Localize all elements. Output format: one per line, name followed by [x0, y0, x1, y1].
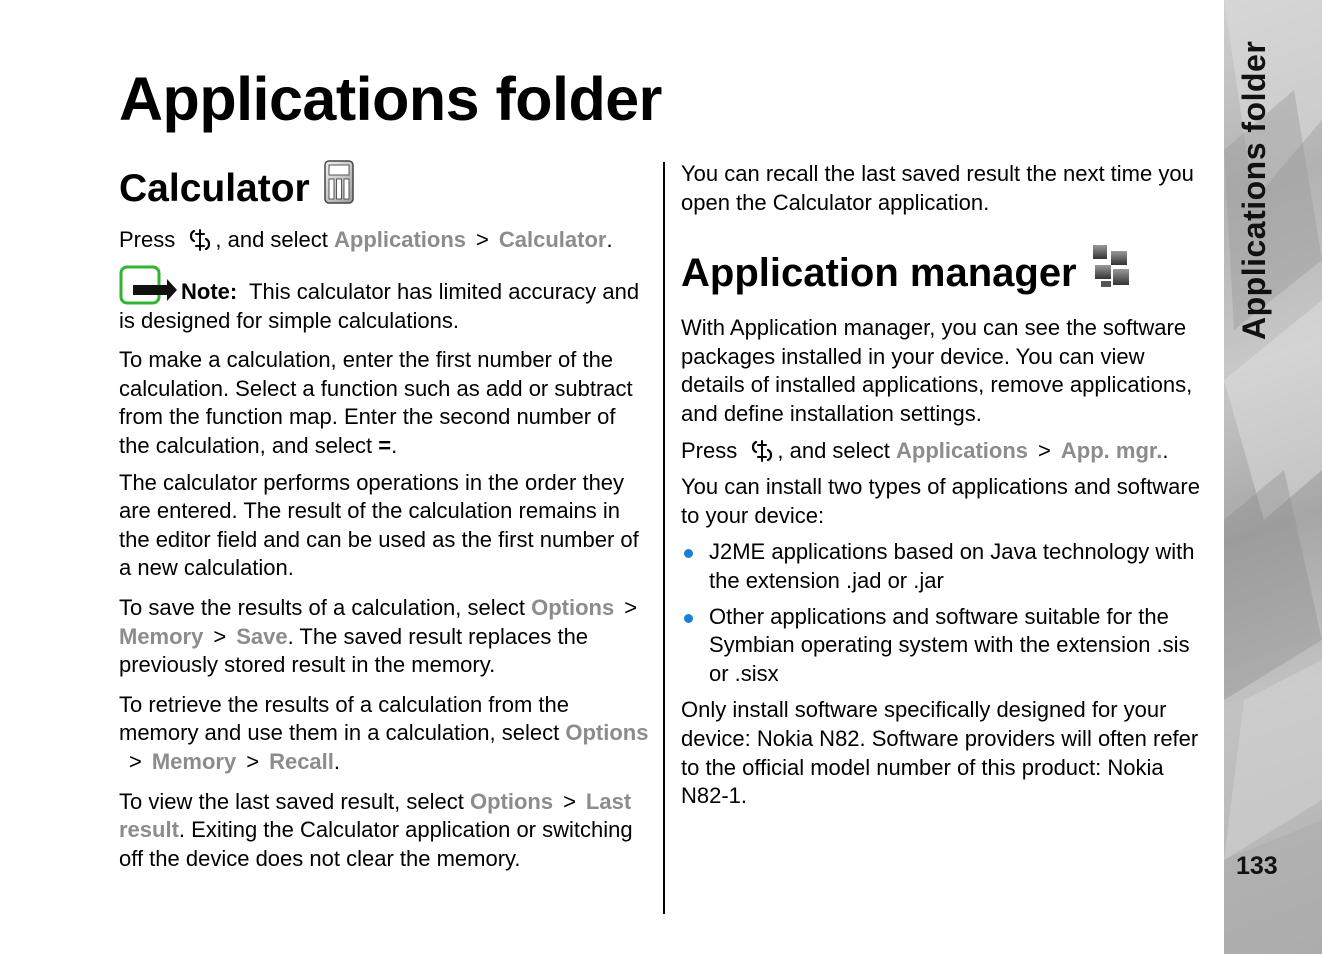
- list-item-text: J2ME applications based on Java technology with the extension .jad or .jar: [709, 539, 1195, 593]
- side-tab-title: Applications folder: [1236, 40, 1272, 340]
- app-manager-press-line: [681, 437, 1211, 466]
- list-item-text: Other applications and software suitable for the Symbian operating system with the extension .sis or .sisx: [709, 603, 1190, 686]
- menu-separator: >: [129, 748, 142, 774]
- app-manager-closing: Only install software specifically designed for your device: Nokia N82. Software providers will often refer to the official model number of this product: Nokia N82-1.: [681, 697, 1199, 809]
- page-number: 133: [1236, 852, 1278, 880]
- calculator-para5: [119, 788, 649, 874]
- note-label: Note:: [181, 278, 238, 304]
- menu-key-icon: [749, 438, 775, 464]
- calculator-heading-text: Calculator: [119, 166, 310, 210]
- press-post-text: , and select: [215, 227, 328, 252]
- menu-separator: >: [1038, 437, 1051, 463]
- menu-memory: Memory: [151, 748, 237, 774]
- press-post-text: , and select: [777, 437, 890, 463]
- menu-separator: >: [476, 227, 489, 252]
- para3-post: . The saved result replaces the previously stored result in the memory.: [119, 623, 589, 678]
- period: .: [606, 227, 613, 252]
- right-column: [681, 160, 1211, 811]
- column-divider: [663, 162, 665, 914]
- calculator-para2: The calculator performs operations in the order they are entered. The result of the calculation remains in the editor field and can be used as the first number of a new calculation.: [119, 469, 639, 581]
- menu-key-icon: [187, 227, 213, 253]
- para3-text: To save the results of a calculation, select: [119, 594, 525, 620]
- menu-calculator: Calculator: [498, 227, 607, 252]
- para5-post: . Exiting the Calculator application or switching off the device does not clear the memory.: [119, 817, 633, 871]
- note-text: [119, 265, 649, 336]
- app-types-list: [681, 538, 1211, 688]
- para5-text: To view the last saved result, select: [119, 788, 464, 814]
- menu-app-mgr: App. mgr.: [1060, 437, 1163, 463]
- menu-last-result: Last result: [119, 788, 632, 843]
- app-manager-icon: [1091, 243, 1133, 302]
- app-manager-heading-text: Application manager: [681, 250, 1077, 295]
- calculator-para1: [119, 346, 649, 460]
- app-types-intro: You can install two types of applications and software to your device:: [681, 474, 1200, 528]
- calculator-icon: [324, 160, 354, 217]
- period: .: [391, 432, 398, 458]
- menu-memory: Memory: [119, 623, 204, 649]
- calculator-heading: [119, 160, 649, 217]
- app-manager-intro: With Application manager, you can see the software packages installed in your device. You can view details of installed applications, remove applications, and define installation settings.: [681, 315, 1193, 426]
- list-item: [681, 538, 1211, 595]
- menu-options: Options: [531, 594, 615, 620]
- menu-separator: >: [624, 594, 638, 620]
- period: .: [1162, 437, 1169, 463]
- calculator-para4: [119, 691, 649, 777]
- bullet-icon: [684, 549, 693, 558]
- left-column: [119, 160, 649, 873]
- equals-key: =: [378, 432, 392, 458]
- para4-text: To retrieve the results of a calculation from the memory and use them in a calculation, select: [119, 691, 569, 746]
- bullet-icon: [684, 614, 693, 623]
- para1-text: To make a calculation, enter the first number of the calculation. Select a function such as add or subtract from the function map. Enter the second number of the calculation, and select: [119, 347, 633, 458]
- recall-text: You can recall the last saved result the next time you open the Calculator application.: [681, 161, 1194, 215]
- menu-separator: >: [213, 623, 227, 649]
- period: .: [333, 748, 341, 774]
- press-text: Press: [119, 227, 176, 252]
- menu-separator: >: [563, 788, 576, 814]
- menu-save: Save: [236, 623, 288, 649]
- menu-recall: Recall: [269, 748, 334, 774]
- app-manager-heading: [681, 243, 1211, 302]
- menu-applications: Applications: [896, 437, 1029, 463]
- page-title: Applications folder: [119, 65, 662, 133]
- note-box: [119, 265, 649, 336]
- menu-applications: Applications: [334, 227, 467, 252]
- calculator-press-line: [119, 226, 649, 255]
- calculator-para3: [119, 594, 649, 680]
- menu-separator: >: [246, 748, 260, 774]
- list-item: [681, 603, 1211, 689]
- note-body: This calculator has limited accuracy and is designed for simple calculations.: [119, 278, 640, 333]
- note-icon: [119, 265, 179, 307]
- menu-options: Options: [565, 720, 649, 746]
- menu-options: Options: [469, 788, 554, 814]
- press-text: Press: [681, 437, 738, 463]
